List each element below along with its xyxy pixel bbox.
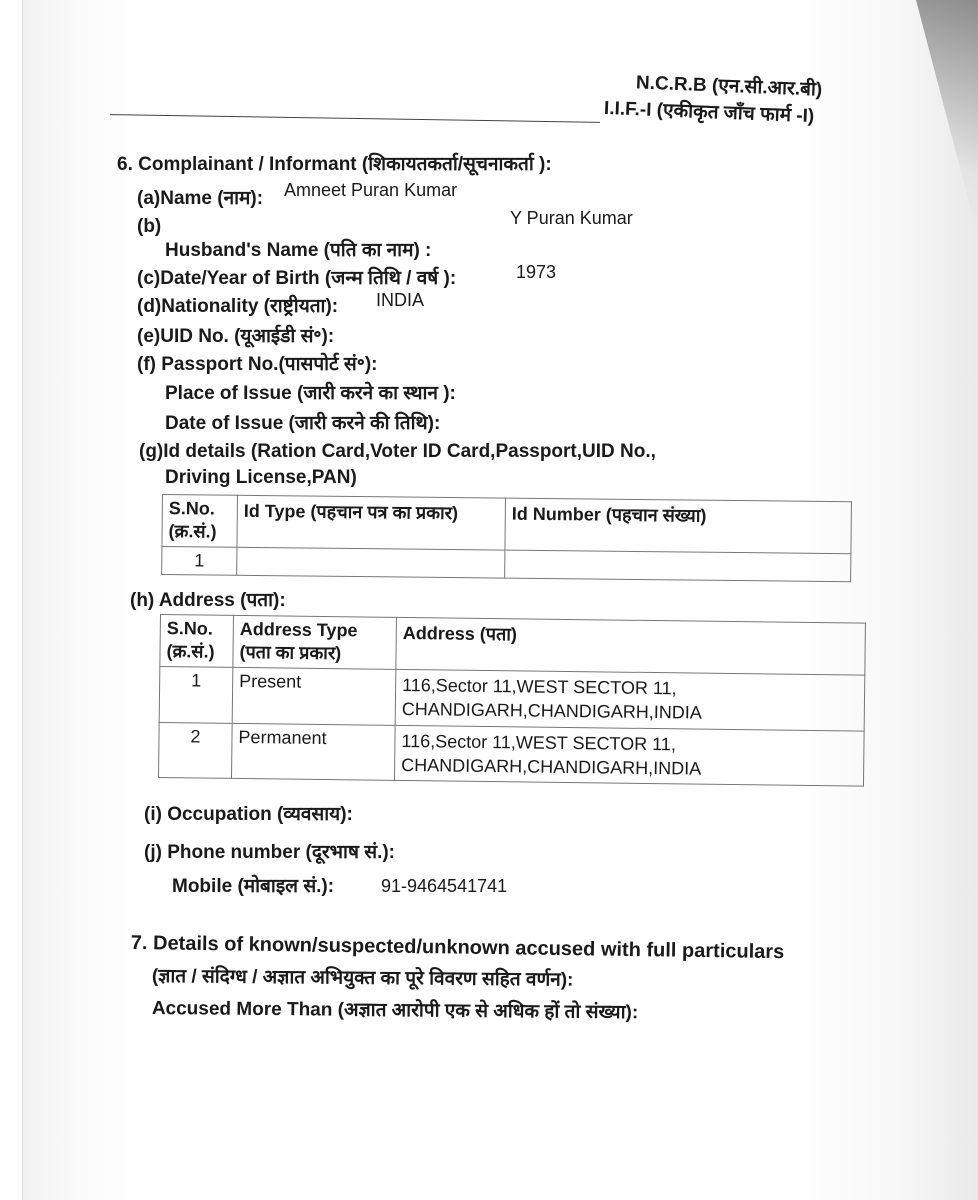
dob-label: (c)Date/Year of Birth (जन्म तिथि / वर्ष ): bbox=[137, 268, 457, 289]
place-of-issue-label: Place of Issue (जारी करने का स्थान ): bbox=[165, 383, 456, 404]
cell-address: 116,Sector 11,WEST SECTOR 11, CHANDIGARH,CHANDIGARH,INDIA bbox=[395, 669, 865, 730]
uid-label: (e)UID No. (यूआईडी सं॰): bbox=[137, 326, 335, 347]
col-header-sno: S.No. (क्र.सं.) bbox=[162, 495, 238, 548]
address-table bbox=[158, 614, 866, 787]
id-details-label: (g)Id details (Ration Card,Voter ID Card,Passport,UID No., bbox=[139, 441, 656, 462]
page-curl-shadow bbox=[829, 0, 978, 240]
cell-sno: 1 bbox=[159, 667, 233, 723]
nationality-value: INDIA bbox=[376, 290, 425, 310]
date-of-issue-label: Date of Issue (जारी करने की तिथि): bbox=[165, 413, 441, 434]
section-7-title: 7. Details of known/suspected/unknown accused with full particulars bbox=[130, 932, 785, 964]
husband-prefix-label: (b) bbox=[137, 216, 162, 237]
cell-id-number bbox=[505, 550, 851, 582]
accused-label: Accused More Than (अज्ञात आरोपी एक से अधिक हों तो संख्या): bbox=[151, 997, 639, 1024]
table-header-row bbox=[160, 615, 866, 676]
husband-value: Y Puran Kumar bbox=[510, 208, 633, 228]
id-details-table bbox=[161, 494, 852, 582]
mobile-value: 91-9464541741 bbox=[381, 876, 508, 896]
husband-label: Husband's Name (पति का नाम) : bbox=[165, 240, 432, 261]
name-value: Amneet Puran Kumar bbox=[284, 180, 458, 200]
cell-sno: 1 bbox=[162, 547, 237, 576]
passport-label: (f) Passport No.(पासपोर्ट सं॰): bbox=[137, 354, 378, 375]
table-row bbox=[159, 667, 865, 731]
col-header-address-type: Address Type (पता का प्रकार) bbox=[233, 615, 397, 669]
col-header-id-type: Id Type (पहचान पत्र का प्रकार) bbox=[237, 495, 506, 550]
table-header-row bbox=[162, 495, 852, 554]
name-label: (a)Name (नाम): bbox=[137, 188, 264, 209]
table-row bbox=[159, 722, 865, 786]
mobile-label: Mobile (मोबाइल सं.): bbox=[172, 876, 335, 897]
section-6-title: 6. Complainant / Informant (शिकायतकर्ता/सूचनाकर्ता ): bbox=[117, 154, 552, 175]
address-label: (h) Address (पता): bbox=[130, 590, 286, 611]
cell-address-type: Permanent bbox=[231, 723, 395, 781]
cell-sno: 2 bbox=[159, 722, 233, 778]
cell-address-type: Present bbox=[232, 667, 396, 725]
section-7-subtitle: (ज्ञात / संदिग्ध / अज्ञात अभियुक्त का पूरे विवरण सहित वर्णन): bbox=[151, 965, 574, 991]
cell-id-type bbox=[237, 547, 505, 578]
id-details-label-2: Driving License,PAN) bbox=[165, 467, 357, 488]
col-header-address: Address (पता) bbox=[396, 617, 866, 675]
col-header-sno: S.No. (क्र.सं.) bbox=[160, 615, 234, 668]
occupation-label: (i) Occupation (व्यवसाय): bbox=[144, 804, 353, 825]
nationality-label: (d)Nationality (राष्ट्रीयता): bbox=[137, 296, 339, 317]
phone-label: (j) Phone number (दूरभाष सं.): bbox=[144, 842, 396, 863]
ncrb-header: N.C.R.B (एन.सी.आर.बी) bbox=[635, 72, 823, 101]
cell-address: 116,Sector 11,WEST SECTOR 11, CHANDIGARH,CHANDIGARH,INDIA bbox=[394, 725, 864, 786]
iif-header: I.I.F.-I (एकीकृत जाँच फार्म -I) bbox=[603, 97, 815, 128]
dob-value: 1973 bbox=[516, 262, 557, 282]
col-header-id-number: Id Number (पहचान संख्या) bbox=[505, 498, 852, 554]
